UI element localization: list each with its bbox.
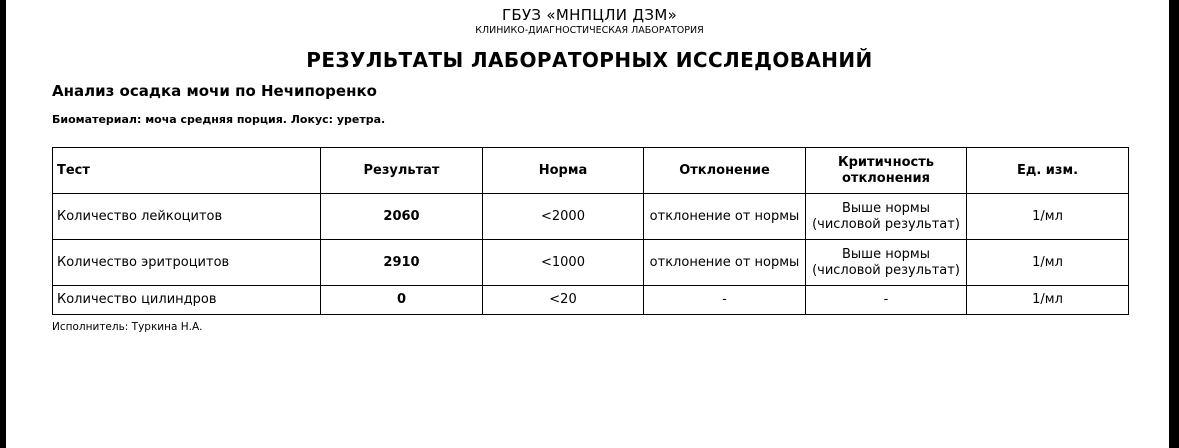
cell-unit: 1/мл — [967, 240, 1129, 286]
table-row — [53, 286, 1129, 315]
column-header-criticality: Критичность отклонения — [806, 148, 967, 194]
column-header-deviation: Отклонение — [644, 148, 806, 194]
column-header-norm: Норма — [483, 148, 644, 194]
cell-criticality: Выше нормы (числовой результат) — [806, 194, 967, 240]
table-row — [53, 194, 1129, 240]
laboratory-name: КЛИНИКО-ДИАГНОСТИЧЕСКАЯ ЛАБОРАТОРИЯ — [475, 25, 704, 36]
cell-norm: <2000 — [483, 194, 644, 240]
executor-info: Исполнитель: Туркина Н.А. — [52, 321, 203, 333]
cell-deviation: отклонение от нормы — [644, 240, 806, 286]
table-row — [53, 240, 1129, 286]
cell-norm: <20 — [483, 286, 644, 315]
cell-unit: 1/мл — [967, 194, 1129, 240]
cell-test: Количество цилиндров — [53, 286, 321, 315]
column-header-unit: Ед. изм. — [967, 148, 1129, 194]
column-header-test: Тест — [53, 148, 321, 194]
cell-unit: 1/мл — [967, 286, 1129, 315]
results-table — [52, 147, 1129, 315]
cell-criticality: - — [806, 286, 967, 315]
analysis-name: Анализ осадка мочи по Нечипоренко — [52, 82, 377, 100]
page-title: РЕЗУЛЬТАТЫ ЛАБОРАТОРНЫХ ИССЛЕДОВАНИЙ — [306, 48, 873, 72]
cell-deviation: - — [644, 286, 806, 315]
cell-deviation: отклонение от нормы — [644, 194, 806, 240]
report-page — [6, 0, 1169, 448]
cell-norm: <1000 — [483, 240, 644, 286]
organization-name: ГБУЗ «МНПЦЛИ ДЗМ» — [501, 6, 678, 24]
cell-test: Количество лейкоцитов — [53, 194, 321, 240]
cell-test: Количество эритроцитов — [53, 240, 321, 286]
column-header-result: Результат — [321, 148, 483, 194]
cell-criticality: Выше нормы (числовой результат) — [806, 240, 967, 286]
cell-result: 0 — [321, 286, 483, 315]
cell-result: 2060 — [321, 194, 483, 240]
biomaterial-info: Биоматериал: моча средняя порция. Локус: уретра. — [52, 113, 386, 126]
table-header-row — [53, 148, 1129, 194]
cell-result: 2910 — [321, 240, 483, 286]
